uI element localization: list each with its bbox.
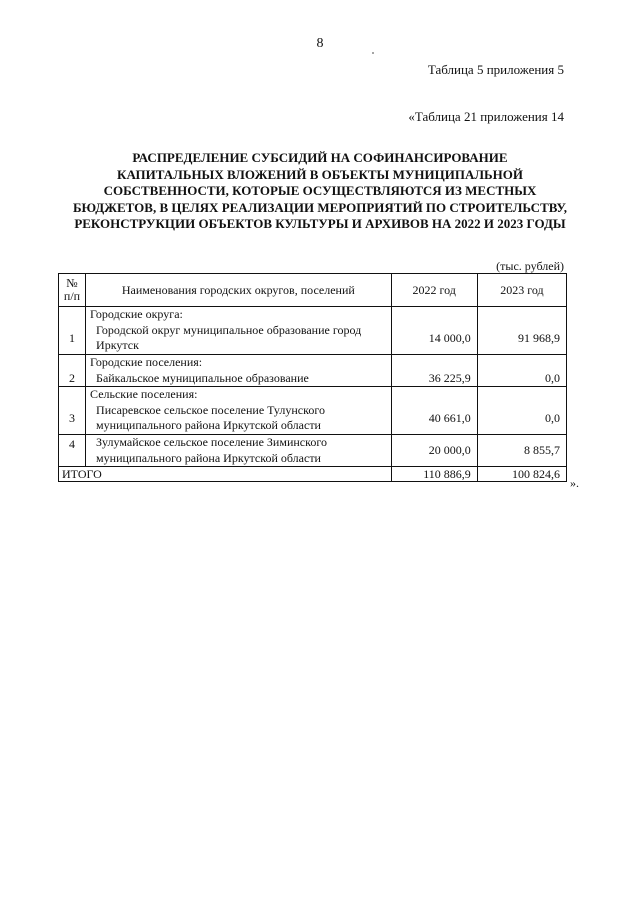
row-name-line: муниципального района Иркутской области: [96, 450, 321, 465]
row-name: [86, 387, 392, 435]
header-name: Наименования городских округов, поселений: [86, 274, 392, 307]
row-value-2022: 20 000,0: [391, 435, 477, 467]
row-number: 3: [59, 387, 86, 435]
row-value-2023: 91 968,9: [477, 307, 566, 355]
total-label: ИТОГО: [59, 467, 392, 482]
title-line: БЮДЖЕТОВ, В ЦЕЛЯХ РЕАЛИЗАЦИИ МЕРОПРИЯТИЙ ПО СТРОИТЕЛЬСТВУ,: [72, 199, 568, 215]
group-label: Сельские поселения:: [90, 387, 198, 401]
row-name: [86, 355, 392, 387]
table-row: [59, 435, 567, 467]
row-value-2023: 0,0: [477, 355, 566, 387]
total-value-2023: 100 824,6: [477, 467, 566, 482]
row-value-2022: 36 225,9: [391, 355, 477, 387]
row-value-2023: 8 855,7: [477, 435, 566, 467]
row-name-line: Зулумайское сельское поселение Зиминского: [96, 435, 327, 449]
row-name-line: Городской округ муниципальное образование город: [96, 322, 362, 337]
title-line: СОБСТВЕННОСТИ, КОТОРЫЕ ОСУЩЕСТВЛЯЮТСЯ ИЗ МЕСТНЫХ: [103, 183, 537, 198]
total-value-2022: 110 886,9: [391, 467, 477, 482]
document-title: [60, 150, 580, 233]
header-year-2023: 2023 год: [477, 274, 566, 307]
table-row: [59, 387, 567, 435]
table-reference: Таблица 5 приложения 5: [427, 62, 564, 77]
header-number-symbol: №: [66, 276, 78, 290]
title-line: РЕКОНСТРУКЦИИ ОБЪЕКТОВ КУЛЬТУРЫ И АРХИВОВ НА 2022 И 2023 ГОДЫ: [74, 216, 566, 231]
title-line: КАПИТАЛЬНЫХ ВЛОЖЕНИЙ В ОБЪЕКТЫ МУНИЦИПАЛЬНОЙ: [117, 166, 523, 182]
group-label: Городские поселения:: [90, 355, 203, 369]
row-name-line: муниципального района Иркутской области: [96, 418, 321, 432]
table-row: [59, 307, 567, 355]
page-number: 8: [316, 36, 324, 51]
row-number: 1: [59, 307, 86, 355]
table-reference-quoted: «Таблица 21 приложения 14: [408, 109, 564, 124]
table-total-row: [59, 467, 567, 482]
header-year-2022: 2022 год: [391, 274, 477, 307]
group-label: Городские округа:: [90, 307, 183, 321]
header-number-abbrev: п/п: [63, 289, 81, 303]
table-header-row: [59, 274, 567, 307]
row-name: [86, 307, 392, 355]
closing-quote: ».: [570, 476, 579, 490]
header-number: [59, 274, 86, 307]
row-value-2022: 14 000,0: [391, 307, 477, 355]
units-label: (тыс. рублей): [496, 259, 564, 273]
table-row: [59, 355, 567, 387]
row-number: 2: [59, 355, 86, 387]
row-name: [86, 435, 392, 467]
row-value-2023: 0,0: [477, 387, 566, 435]
row-value-2022: 40 661,0: [391, 387, 477, 435]
title-line: РАСПРЕДЕЛЕНИЕ СУБСИДИЙ НА СОФИНАНСИРОВАНИЕ: [132, 150, 508, 165]
scan-speck: [372, 52, 374, 54]
row-number: 4: [59, 435, 86, 467]
row-name-line: Байкальское муниципальное образование: [96, 370, 309, 385]
row-name-line: Иркутск: [96, 338, 139, 352]
row-name-line: Писаревское сельское поселение Тулунского: [96, 402, 325, 417]
subsidy-table: [58, 273, 567, 482]
